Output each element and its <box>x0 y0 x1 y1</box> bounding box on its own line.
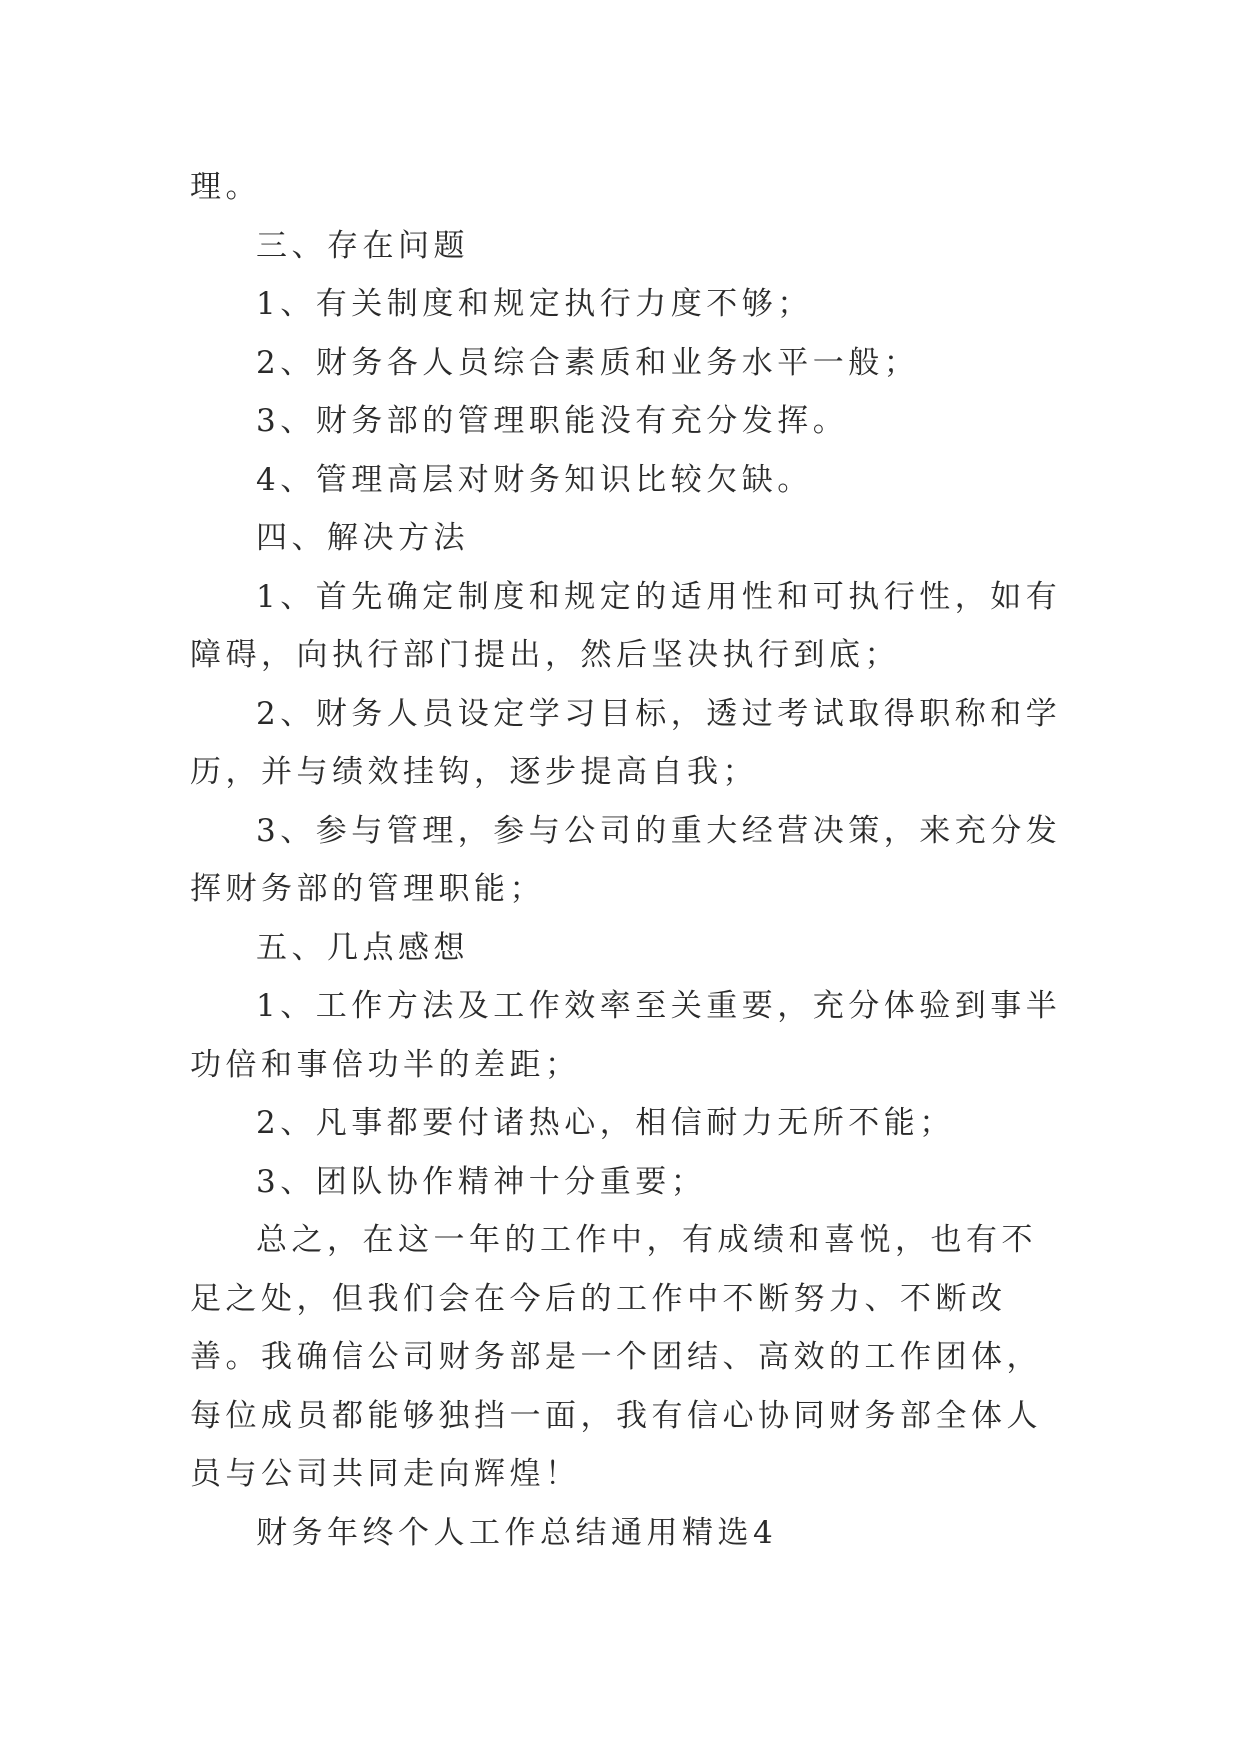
conclusion-paragraph: 总之，在这一年的工作中，有成绩和喜悦，也有不足之处，但我们会在今后的工作中不断努力、不断改善。我确信公司财务部是一个团结、高效的工作团体，每位成员都能够独挡一面，我有信心协同财务部全体人员与公司共同走向辉煌！ <box>190 1222 1042 1492</box>
section-heading-problems: 三、存在问题 <box>256 227 469 264</box>
list-item: 3、团队协作精神十分重要； <box>256 1163 707 1200</box>
section-heading-reflections: 五、几点感想 <box>256 929 469 966</box>
list-item: 4、管理高层对财务知识比较欠缺。 <box>256 461 813 498</box>
list-item: 2、财务各人员综合素质和业务水平一般； <box>256 344 920 381</box>
list-item: 2、财务人员设定学习目标，透过考试取得职称和学历，并与绩效挂钩，逐步提高自我； <box>190 695 1062 790</box>
section-heading-solutions: 四、解决方法 <box>256 520 469 556</box>
document-body <box>190 158 1070 1562</box>
list-item: 1、工作方法及工作效率至关重要，充分体验到事半功倍和事倍功半的差距； <box>190 988 1062 1083</box>
list-item: 3、财务部的管理职能没有充分发挥。 <box>256 403 849 439</box>
list-item: 2、凡事都要付诸热心，相信耐力无所不能； <box>256 1105 955 1141</box>
list-item: 1、首先确定制度和规定的适用性和可执行性，如有障碍，向执行部门提出，然后坚决执行到底； <box>190 578 1062 673</box>
list-item: 3、参与管理，参与公司的重大经营决策，来充分发挥财务部的管理职能； <box>190 812 1062 907</box>
list-item: 1、有关制度和规定执行力度不够； <box>256 286 813 322</box>
next-section-title: 财务年终个人工作总结通用精选4 <box>256 1514 778 1551</box>
paragraph-continuation: 理。 <box>190 169 261 205</box>
